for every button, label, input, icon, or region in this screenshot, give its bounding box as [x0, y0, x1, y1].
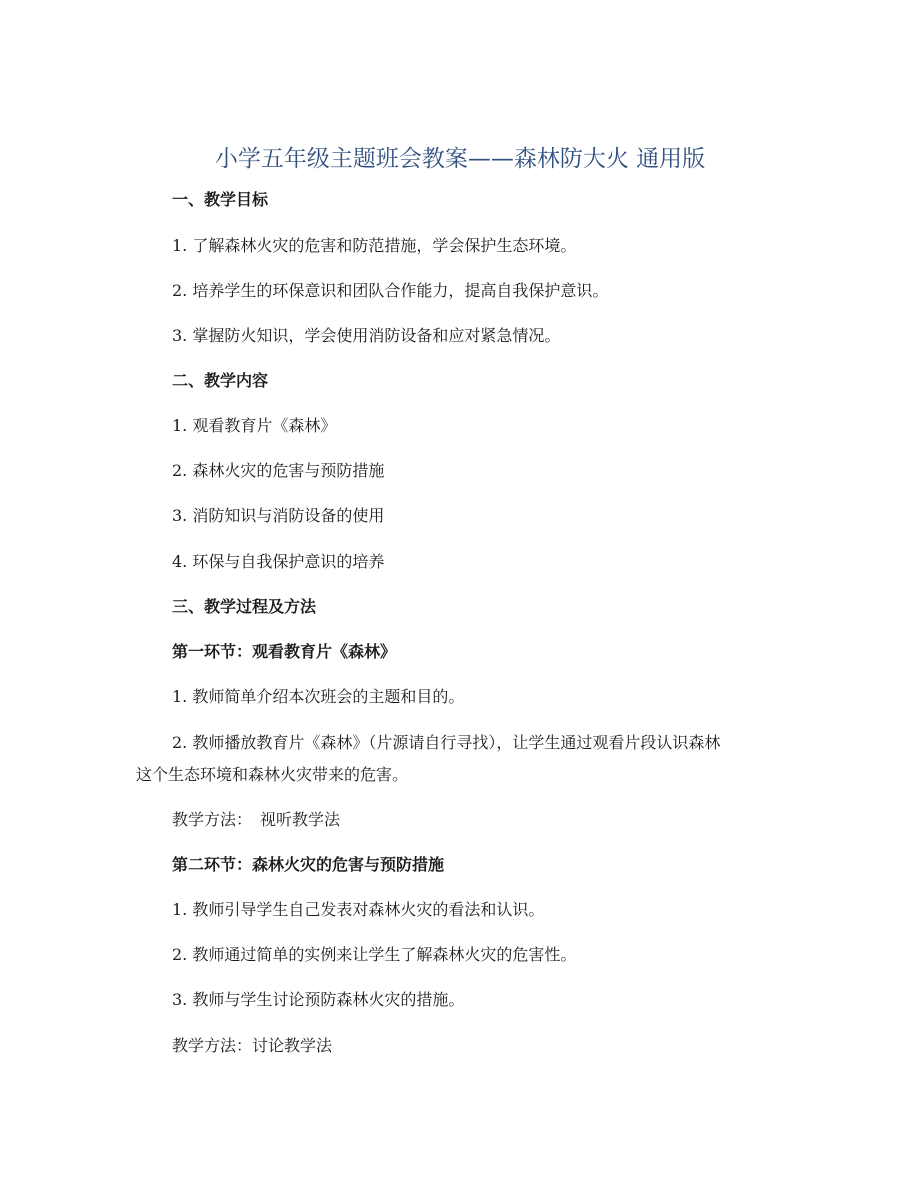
content-item-3: 3. 消防知识与消防设备的使用 [172, 506, 385, 525]
objective-item-1: 1. 了解森林火灾的危害和防范措施，学会保护生态环境。 [172, 236, 577, 255]
document-title: 小学五年级主题班会教案——森林防大火 通用版 [214, 146, 706, 172]
objective-item-2: 2. 培养学生的环保意识和团队合作能力，提高自我保护意识。 [172, 281, 609, 300]
section-heading-process: 三、教学过程及方法 [172, 597, 317, 616]
section-heading-content: 二、教学内容 [172, 371, 269, 390]
stage2-item-1: 1. 教师引导学生自己发表对森林火灾的看法和认识。 [172, 900, 545, 919]
stage1-item-2: 2. 教师播放教育片《森林》（片源请自行寻找），让学生通过观看片段认识森林 [172, 733, 721, 752]
stage1-item-2-continued: 这个生态环境和森林火灾带来的危害。 [136, 765, 409, 784]
section-heading-objectives: 一、教学目标 [172, 190, 269, 209]
stage2-item-2: 2. 教师通过简单的实例来让学生了解森林火灾的危害性。 [172, 945, 577, 964]
content-item-4: 4. 环保与自我保护意识的培养 [172, 552, 385, 571]
stage1-method: 教学方法： 视听教学法 [172, 810, 341, 829]
objective-item-3: 3. 掌握防火知识，学会使用消防设备和应对紧急情况。 [172, 326, 561, 345]
stage1-heading: 第一环节：观看教育片《森林》 [172, 642, 397, 661]
content-item-1: 1. 观看教育片《森林》 [172, 416, 337, 435]
stage2-heading: 第二环节：森林火灾的危害与预防措施 [172, 855, 445, 874]
stage2-method: 教学方法：讨论教学法 [172, 1036, 333, 1055]
stage2-item-3: 3. 教师与学生讨论预防森林火灾的措施。 [172, 990, 465, 1009]
content-item-2: 2. 森林火灾的危害与预防措施 [172, 461, 385, 480]
stage1-item-1: 1. 教师简单介绍本次班会的主题和目的。 [172, 687, 465, 706]
